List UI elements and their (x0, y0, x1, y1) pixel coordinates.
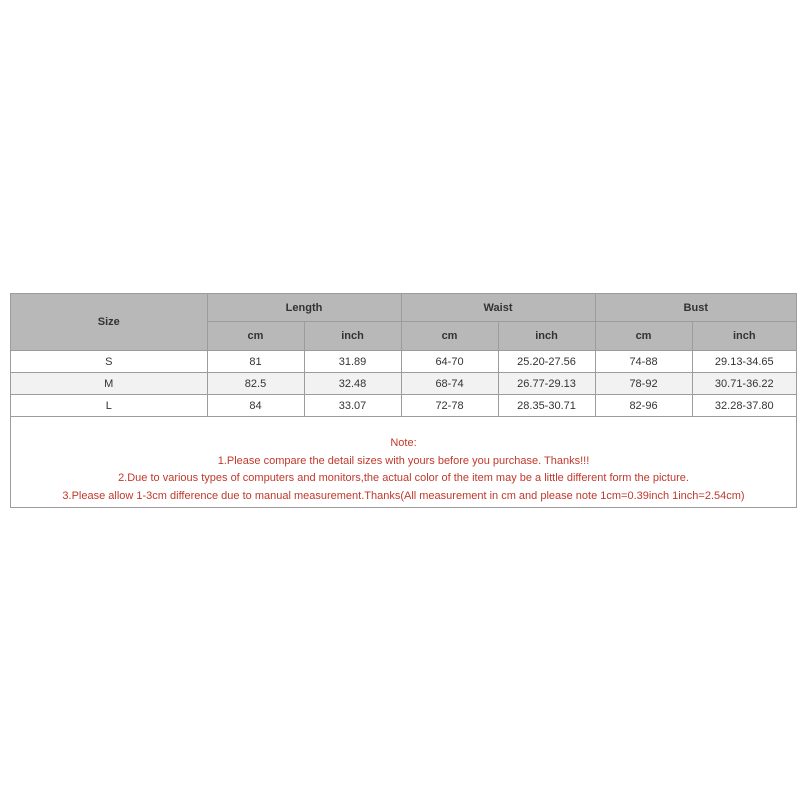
table-row (11, 351, 796, 373)
unit-header: cm (401, 322, 498, 351)
table-cell: 31.89 (304, 351, 401, 373)
table-cell: 82.5 (207, 373, 304, 395)
table-cell: 68-74 (401, 373, 498, 395)
size-table (11, 294, 796, 417)
length-group-header: Length (207, 294, 401, 322)
note-line-1: 1.Please compare the detail sizes with yours before you purchase. Thanks!!! (217, 454, 590, 467)
size-chart (10, 293, 797, 508)
unit-header: inch (692, 322, 796, 351)
table-cell: 82-96 (595, 395, 692, 417)
table-row (11, 395, 796, 417)
table-cell: 32.48 (304, 373, 401, 395)
unit-header: inch (498, 322, 595, 351)
bust-group-header: Bust (595, 294, 796, 322)
table-cell: 33.07 (304, 395, 401, 417)
table-cell: 81 (207, 351, 304, 373)
table-cell: 84 (207, 395, 304, 417)
note-line-2: 2.Due to various types of computers and monitors,the actual color of the item may be a little different form the picture. (118, 472, 689, 484)
table-cell: 32.28-37.80 (692, 395, 796, 417)
table-cell: 78-92 (595, 373, 692, 395)
table-row (11, 373, 796, 395)
table-cell: 64-70 (401, 351, 498, 373)
unit-header: cm (595, 322, 692, 351)
waist-group-header: Waist (401, 294, 595, 322)
table-cell: 72-78 (401, 395, 498, 417)
note-line-3: 3.Please allow 1-3cm difference due to manual measurement.Thanks(All measurement in cm and please note 1cm=0.39inch 1inch=2.54cm) (62, 489, 745, 502)
table-cell: 29.13-34.65 (692, 351, 796, 373)
notes-block (11, 417, 796, 505)
table-cell: 30.71-36.22 (692, 373, 796, 395)
table-cell: 74-88 (595, 351, 692, 373)
note-title: Note: (390, 437, 417, 449)
table-cell: 25.20-27.56 (498, 351, 595, 373)
size-cell: S (11, 351, 207, 373)
unit-header: cm (207, 322, 304, 351)
size-column-header: Size (11, 294, 207, 351)
unit-header: inch (304, 322, 401, 351)
size-cell: L (11, 395, 207, 417)
table-cell: 26.77-29.13 (498, 373, 595, 395)
table-cell: 28.35-30.71 (498, 395, 595, 417)
table-header-row (11, 294, 796, 322)
size-cell: M (11, 373, 207, 395)
